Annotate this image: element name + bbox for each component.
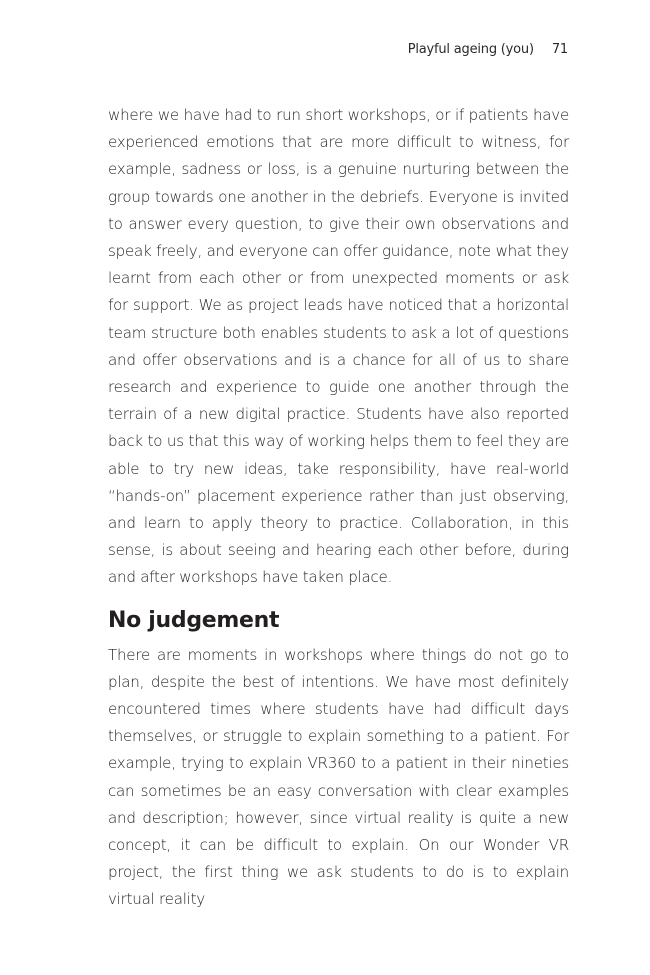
- section-heading: No judgement: [108, 607, 280, 633]
- paragraph-collaboration: where we have had to run short workshops, or if patients have experienced emotions that are more difficult to witness, for example, sadness or loss, is a genuine nurturing between the group towards one another in the debriefs. Everyone is invited to answer every question, to give their own observations and speak freely, and everyone can offer guidance, note what they learnt from each other or from unexpected moments or ask for support. We as project leads have noticed that a horizontal team structure both enables students to ask a lot of questions and offer observations and is a chance for all of us to share research and experience to guide one another through the terrain of a new digital practice. Students have also reported back to us that this way of working helps them to feel they are able to try new ideas, take responsibility, have real-world “hands-on” placement experience rather than just observing, and learn to apply theory to practice. Collaboration, in this sense, is about seeing and hearing each other before, during and after workshops have taken place.: [108, 106, 569, 587]
- body-text: [108, 102, 569, 914]
- running-title: Playful ageing (you): [407, 42, 534, 57]
- page-number: 71: [551, 42, 568, 57]
- running-header: [408, 42, 568, 57]
- paragraph-no-judgement: There are moments in workshops where things do not go to plan, despite the best of intentions. We have most definitely encountered times where students have had difficult days themselves, or struggle to explain something to a patient. For example, trying to explain VR360 to a patient in their nineties can sometimes be an easy conversation with clear examples and description; however, since virtual reality is quite a new concept, it can be difficult to explain. On our Wonder VR project, the first thing we ask students to do is to explain virtual reality: [108, 645, 569, 909]
